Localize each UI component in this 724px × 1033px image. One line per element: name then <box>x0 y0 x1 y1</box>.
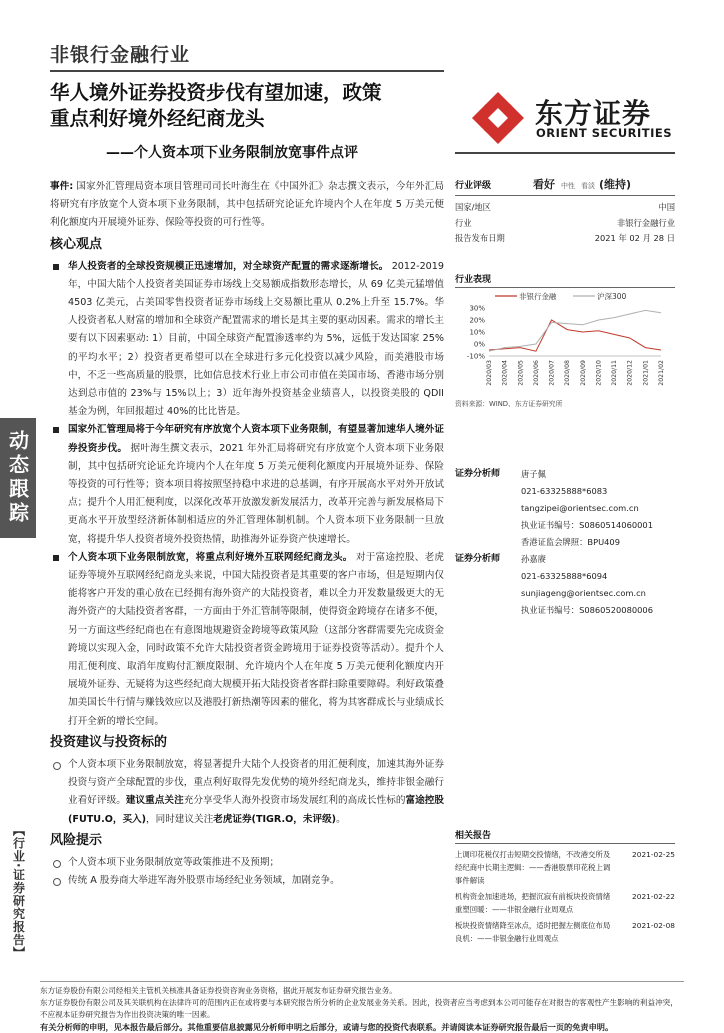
invest-paragraph <box>50 756 444 829</box>
footer <box>40 981 684 1033</box>
related-title[interactable]: 上调印花税仅打击短期交投情绪，不改港交所及经纪商中长期主逻辑：——香港股票印花税上调事件解读 <box>455 850 611 885</box>
core-bullet-1 <box>50 258 444 422</box>
analyst-hk-license: 香港证监会牌照：BPU409 <box>521 537 620 547</box>
event-label: 事件: <box>50 181 74 192</box>
analyst-tel: 021-63325888*6094 <box>521 571 608 581</box>
info-value: 非银行金融行业 <box>616 217 675 228</box>
invest-text-c: ，同时建议关注 <box>146 813 214 825</box>
core-bullet-2-bold: 国家外汇管理局将于今年研究有序放宽个人资本项下业务限制，有望显著加速华人境外证券投资步伐。 <box>68 424 444 454</box>
legend-label-finance: 非银行金融 <box>519 292 557 301</box>
invest-text-b: 充分享受华人海外投资市场发展红利的高成长性标的 <box>183 795 406 807</box>
main-content <box>50 178 444 890</box>
core-bullet-2 <box>50 421 444 548</box>
related-title[interactable]: 板块投资情绪降至冰点，适时把握左侧底位布局良机：——非银金融行业周观点 <box>455 921 611 943</box>
chart-source: 资料来源：WIND、东方证券研究所 <box>455 400 563 408</box>
footer-line-2: 东方证券股份有限公司及其关联机构在法律许可的范围内正在或将要与本研究报告所分析的企业发展业务关系。因此，投资者应当考虑到本公司可能存在对报告的客观性产生影响的利益冲突，不应视本证券研究报告为作出投资决策的唯一因素。 <box>40 998 678 1019</box>
core-bullet-3 <box>50 549 444 731</box>
rating-mid: 中性 <box>561 182 575 190</box>
logo-text-en: ORIENT SECURITIES <box>536 126 673 140</box>
analyst-role: 证券分析师 <box>455 554 501 564</box>
analyst-tel: 021-63325888*6083 <box>521 486 608 496</box>
related-date: 2021-02-22 <box>632 892 675 901</box>
logo-text-cn: 东方证券 <box>535 97 652 130</box>
report-subtitle: ——个人资本项下业务限制放宽事件点评 <box>106 145 358 161</box>
y-tick-label: -10% <box>466 352 485 361</box>
related-date: 2021-02-08 <box>632 921 675 930</box>
legend-label-hs300: 沪深300 <box>597 292 627 301</box>
analysts-block <box>455 466 675 619</box>
core-bullet-3-bold: 个人资本项下业务限制放宽，将重点利好境外互联网经纪商龙头。 <box>68 551 353 563</box>
footer-line-3: 有关分析师的申明，见本报告最后部分。其他重要信息披露见分析师申明之后部分，或请与您的投资代表联系。并请阅读本证券研究报告最后一页的免责申明。 <box>40 1022 614 1032</box>
related-item[interactable] <box>455 848 675 887</box>
logo-divider <box>455 152 675 154</box>
invest-text-a: 个人资本项下业务限制放宽，将显著提升大陆个人投资者的用汇便利度，加速其海外证券投资与资产全球配置的步伐，重点利好取得先发优势的境外经纪商龙头，维持非银金融行业看好评级。 <box>68 758 444 807</box>
event-text: 国家外汇管理局资本项目管理司司长叶海生在《中国外汇》杂志撰文表示，今年外汇局将研究有序放宽个人资本项下业务限制，其中包括研究论证允许境内个人在年度 5 万美元便利化额度内开展境外证券、保险等投资的可行性等。 <box>50 181 444 229</box>
info-row <box>455 231 675 247</box>
chart-legend <box>495 291 627 301</box>
related-title[interactable]: 机构资金加速进场，把握沉寂有前板块投资情绪重塑回暖：——非银金融行业周观点 <box>455 892 611 914</box>
x-tick-label: 2020/07 <box>548 360 556 386</box>
risk-heading: 风险提示 <box>50 832 103 848</box>
related-label: 相关报告 <box>455 828 675 844</box>
info-key: 国家/地区 <box>455 202 491 212</box>
title-line-2: 重点利好境外经纪商龙头 <box>50 107 265 130</box>
performance-chart <box>455 288 675 393</box>
analyst-2 <box>455 551 675 619</box>
risk-item-2: 传统 A 股券商大举进军海外股票市场经纪业务领域，加剧竞争。 <box>50 872 444 890</box>
y-tick-label: 30% <box>469 304 485 313</box>
info-table <box>455 200 675 247</box>
core-bullet-3-text: 对于富途控股、老虎证券等境外互联网经纪商龙头来说，中国大陆投资者是其重要的客户市场，但是短期内仅能将客户开发的重心放在已经拥有海外资产的大陆投资者，难以全力开发数量级更大的无海外资产的大陆投资者客群，一方面由于外汇管制等限制，使得资金跨境存在诸多不便，另一方面这些经纪商也在有意图地规避资金跨境等政策风险（这部分客群需要先完成资金跨境以实现入金，同时政策不允许大陆投资者资金跨境用于证券投资等活动）。提升个人用汇便利度、取消年度购付汇额度限制、允许境内个人在年度 5 万美元便利化额度内开展境外证券、无疑将为这些经纪商大规模开拓大陆投资者客群扫除重要障碍。利好政策叠加美国长牛行情与赚钱效应以及港股打新热潮等因素的催化，将为其客群成长与业绩成长打开全新的增长空间。 <box>68 551 444 727</box>
core-bullet-2-text: 据叶海生撰文表示，2021 年外汇局将研究有序放宽个人资本项下业务限制，其中包括研究论证允许境内个人在年度 5 万美元便利化额度内开展境外证券、保险等投资的可行性等；资本项目将按照坚持稳中求进的总基调，有序开展高水平对外开放试点；提升个人用汇便利度，以深化改革开放激发新发展活力，改革开完善与新发展格局下更高水平开放型经济新体制相适应的外汇管理体制机制。个人资本项下业务限制一旦放宽，将提升华人投资者境外投资热情，助推海外证券资产快速增长。 <box>68 442 445 545</box>
related-date: 2021-02-25 <box>632 850 675 859</box>
y-tick-label: 20% <box>469 316 485 325</box>
x-tick-label: 2020/12 <box>626 360 634 386</box>
x-tick-label: 2020/10 <box>595 360 603 386</box>
side-tab-report-type: 【行业·证券研究报告】 <box>11 824 26 960</box>
invest-bold-3: 老虎证券(TIGR.O，未评级) <box>213 813 337 825</box>
risk-item-1: 个人资本项下业务限制放宽等政策推进不及预期； <box>50 854 444 872</box>
info-row <box>455 216 675 232</box>
x-tick-label: 2020/09 <box>579 360 587 386</box>
x-tick-label: 2020/04 <box>501 360 509 386</box>
x-tick-label: 2020/05 <box>517 360 525 386</box>
industry-label: 非银行金融行业 <box>50 44 191 66</box>
performance-section <box>455 272 675 408</box>
rating-label: 行业评级 <box>455 181 492 191</box>
event-paragraph <box>50 178 444 233</box>
report-title <box>50 80 444 132</box>
info-value: 中国 <box>658 202 675 212</box>
related-item[interactable] <box>455 919 675 945</box>
core-heading: 核心观点 <box>50 236 103 252</box>
core-bullet-1-bold: 华人投资者的全球投资规模正迅速增加，对全球资产配置的需求逐渐增长。 <box>68 260 389 272</box>
x-tick-label: 2020/06 <box>532 360 540 386</box>
info-key: 行业 <box>455 217 472 228</box>
analyst-name: 唐子佩 <box>521 469 546 479</box>
info-key: 报告发布日期 <box>455 233 505 243</box>
y-tick-label: 10% <box>469 328 485 337</box>
rating-row <box>455 176 675 196</box>
invest-text-d: 。 <box>336 813 346 825</box>
invest-bold-1: 建议重点关注 <box>125 795 184 807</box>
footer-line-1: 东方证券股份有限公司经相关主管机关核准具备证券投资咨询业务资格，据此开展发布证券研究报告业务。 <box>40 986 397 995</box>
analyst-name: 孙嘉赓 <box>521 554 546 564</box>
analyst-role: 证券分析师 <box>455 469 501 479</box>
invest-heading: 投资建议与投资标的 <box>50 734 168 750</box>
analyst-license: 执业证书编号：S0860514060001 <box>521 520 653 530</box>
info-value: 2021 年 02 月 28 日 <box>594 233 675 243</box>
rating-keep: (维持) <box>599 178 632 191</box>
analyst-license: 执业证书编号：S0860520080006 <box>521 605 653 615</box>
y-tick-label: 0% <box>473 340 485 349</box>
core-bullet-1-text: 2012-2019 年，中国大陆个人投资者美国证券市场线上交易额成指数形态增长，从 69 亿美元猛增值 4503 亿美元，占美国零售投资者证券市场线上交易额比重从 0.2%上升至 15.7%。华人投资者私人财富的增加和全球资产配置需求的增长是其主要的驱动因素。需求的增长主要有以下因素驱动: 1）目前，中国全球资产配置渗透率约为 5%，远低于发达国家 25%的平均水平；2）投资者更希望可以在全球进行多元化投资以减少风险，而美港股市场中，不乏一些高质量的股票，比如信息技术行业上市公司市值在美国市场、香港市场分别达到总市值的 23%与 15%以上；3）近年海外投资基金业绩喜人，以投资美股的 QDII 基金为例，年回报超过 40%的比比皆是。 <box>68 260 444 418</box>
related-item[interactable] <box>455 890 675 916</box>
info-row <box>455 200 675 216</box>
x-tick-label: 2020/03 <box>486 360 493 386</box>
analyst-email[interactable]: tangzipei@orientsec.com.cn <box>521 503 639 513</box>
orient-logo-icon <box>470 90 526 146</box>
rating-main: 看好 <box>533 178 555 191</box>
rating-block <box>455 176 675 247</box>
x-tick-label: 2021/01 <box>642 360 650 386</box>
side-tab-dynamic: 动态跟踪 <box>0 418 36 538</box>
header-divider <box>50 70 444 72</box>
x-tick-label: 2021/02 <box>658 360 665 386</box>
x-tick-label: 2020/11 <box>611 360 619 386</box>
x-tick-label: 2020/08 <box>564 360 572 386</box>
rating-low: 看淡 <box>581 182 595 190</box>
analyst-1 <box>455 466 675 551</box>
title-line-1: 华人境外证券投资步伐有望加速，政策 <box>50 81 382 104</box>
analyst-email[interactable]: sunjiageng@orientsec.com.cn <box>521 588 646 598</box>
related-block <box>455 828 675 945</box>
performance-label: 行业表现 <box>455 272 675 288</box>
invest-bold-2: 富途控股(FUTU.O，买入) <box>68 795 445 825</box>
